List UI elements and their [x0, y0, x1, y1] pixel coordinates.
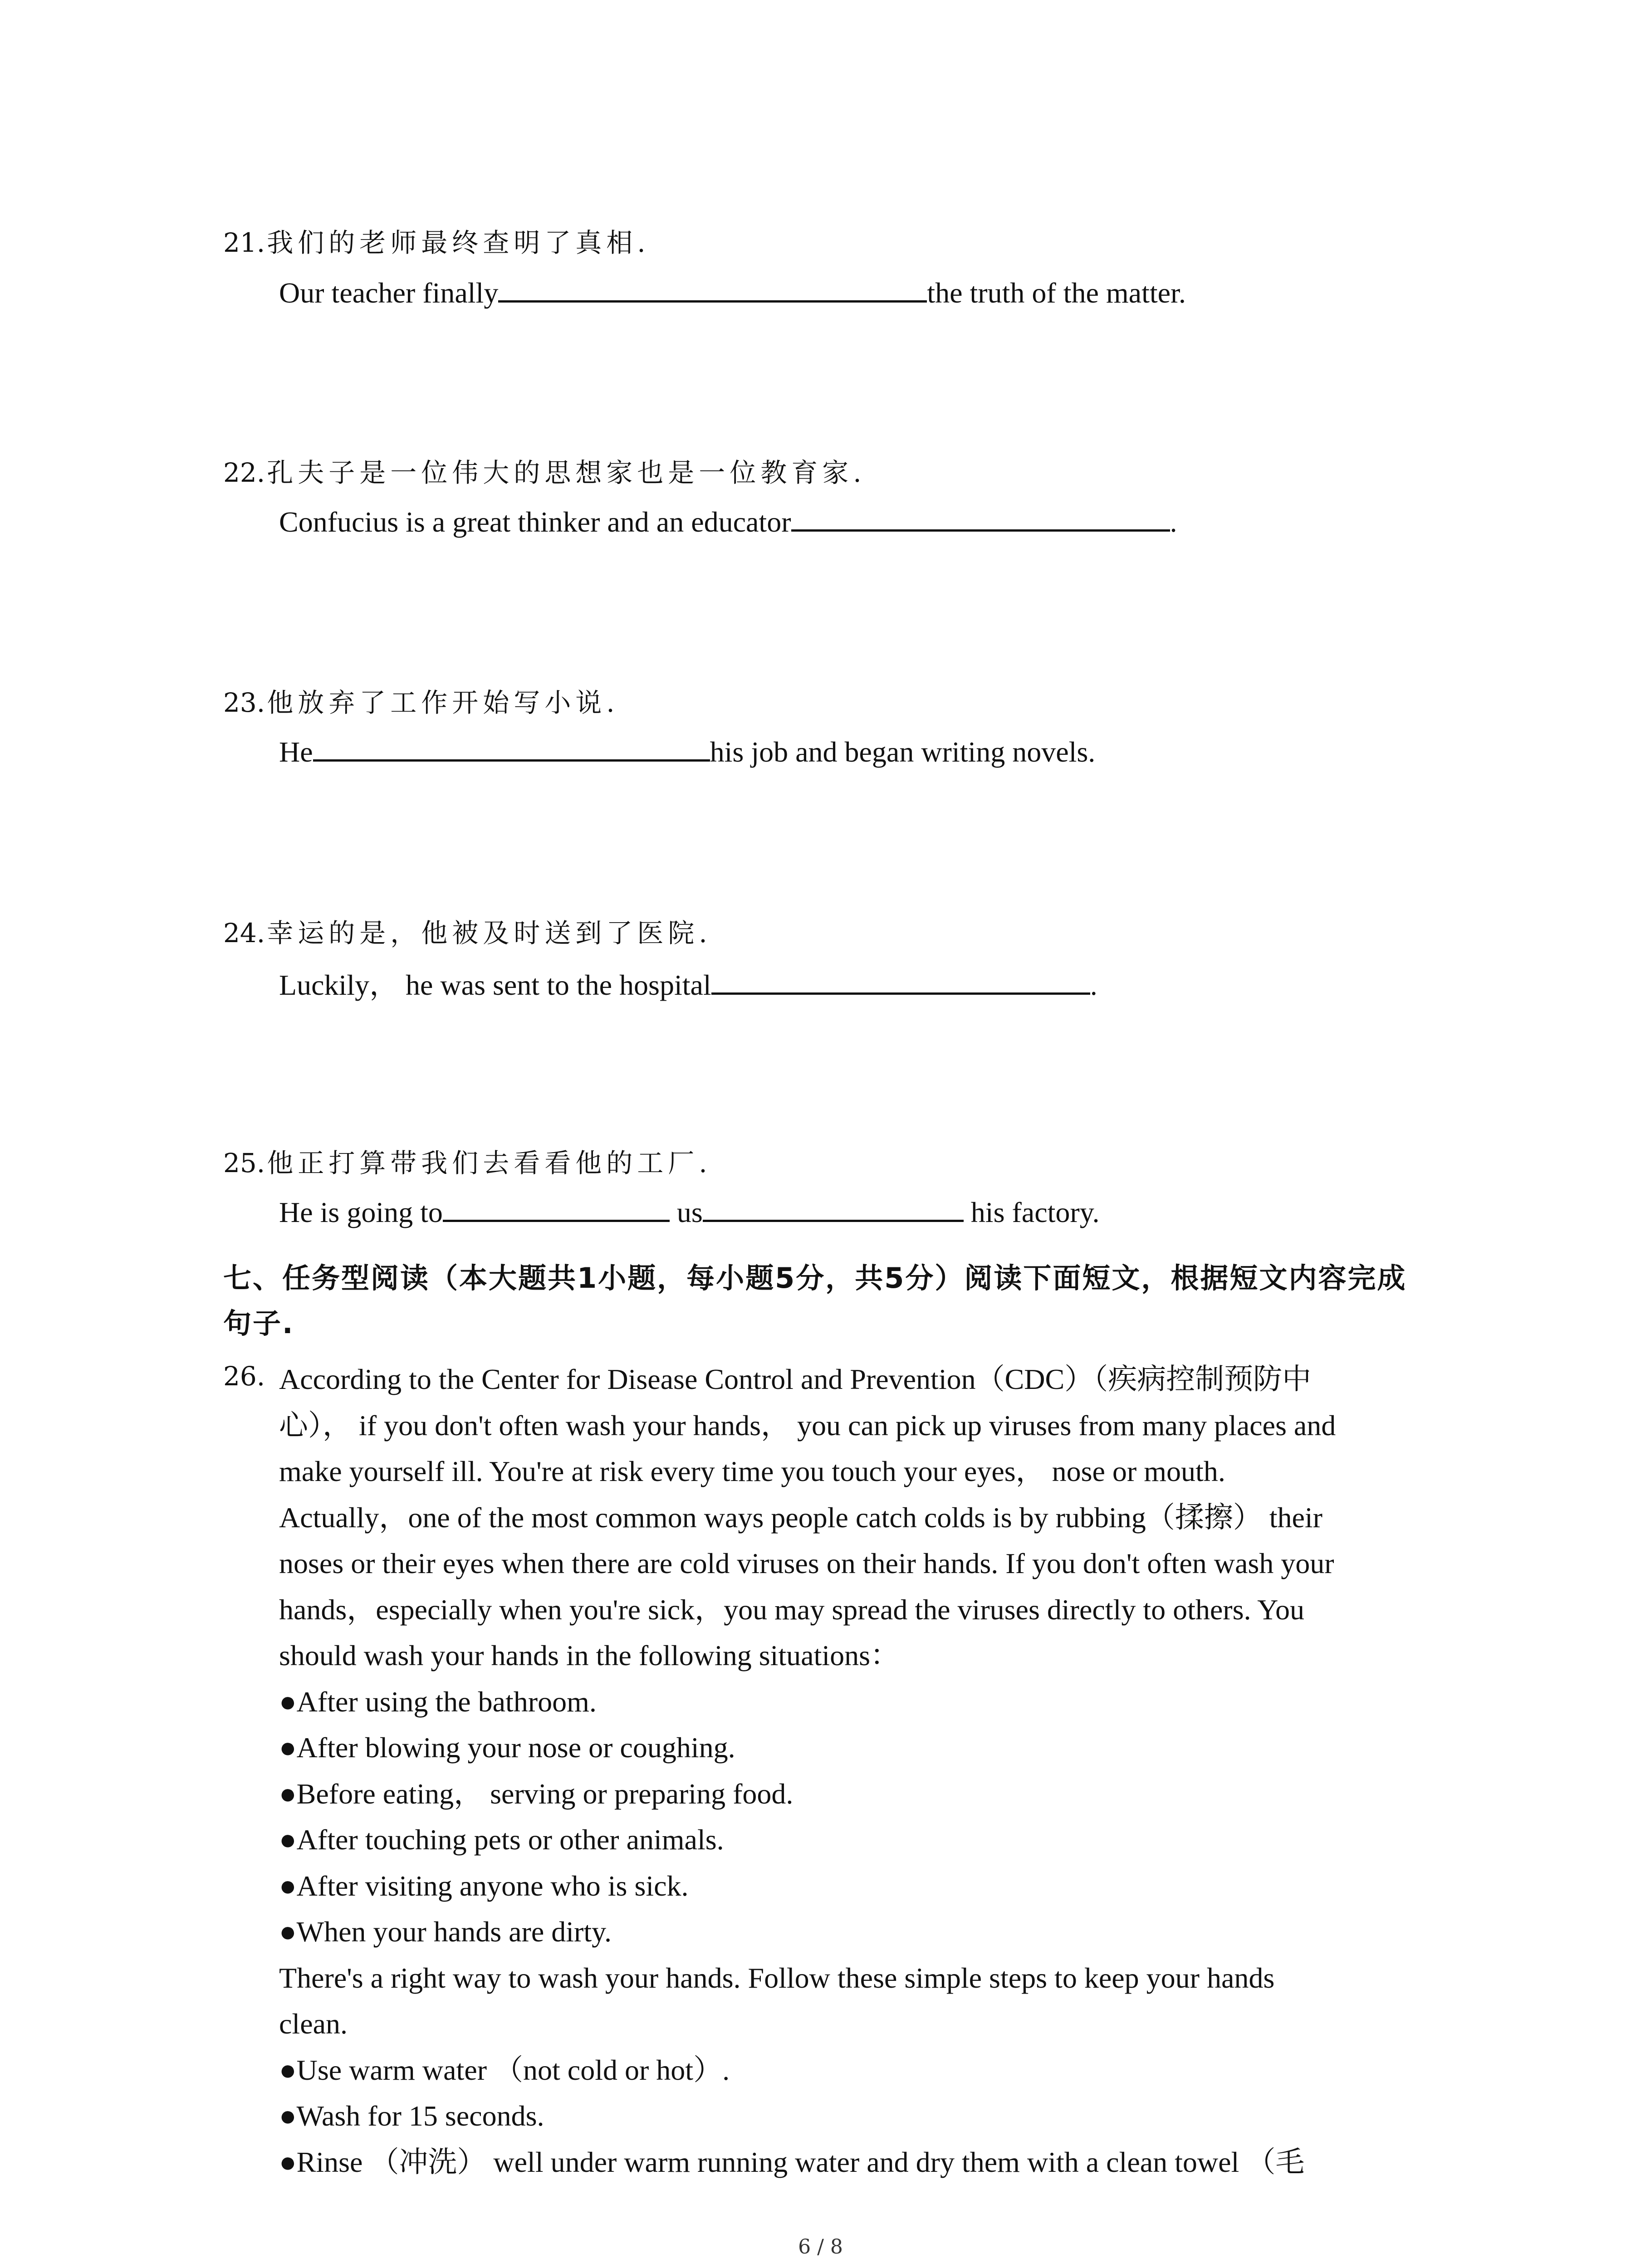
bullet-item: ●Wash for 15 seconds. — [279, 2100, 544, 2132]
passage-line: There's a right way to wash your hands. Follow these simple steps to keep your hands — [279, 1961, 1275, 1994]
passage-line: noses or their eyes when there are cold viruses on their hands. If you don't often wash your — [279, 1547, 1334, 1579]
question-number: 25. — [223, 1148, 265, 1178]
reading-passage — [279, 1356, 1440, 2185]
chinese-sentence: 我们的老师最终查明了真相. — [267, 227, 650, 258]
question-24-answer-line — [279, 962, 1097, 1003]
question-23-answer-line — [279, 731, 1095, 769]
section-heading-line-1: 七、任务型阅读（本大题共1小题，每小题5分，共5分）阅读下面短文，根据短文内容完成 — [223, 1261, 1407, 1295]
bullet-item: ●After using the bathroom. — [279, 1685, 597, 1718]
page-number: 6 / 8 — [798, 2235, 843, 2258]
sentence-end: his job and began writing novels. — [710, 736, 1096, 768]
bullet-item: ●After visiting anyone who is sick. — [279, 1869, 689, 1902]
chinese-sentence: 幸运的是，他被及时送到了医院. — [267, 918, 712, 948]
sentence-end: . — [1090, 969, 1097, 1001]
question-22-answer-line — [279, 501, 1177, 539]
question-24-prompt — [223, 912, 712, 950]
passage-line: According to the Center for Disease Control and Prevention（CDC）（疾病控制预防中 — [279, 1363, 1312, 1395]
answer-blank-1[interactable] — [443, 1192, 670, 1222]
passage-line: clean. — [279, 2008, 348, 2040]
sentence-start: Luckily， he was sent to the hospital — [279, 969, 711, 1001]
answer-blank[interactable] — [313, 731, 710, 762]
bullet-item: ●After blowing your nose or coughing. — [279, 1731, 735, 1764]
question-21-prompt — [223, 221, 650, 259]
chinese-sentence: 孔夫子是一位伟大的思想家也是一位教育家. — [267, 457, 866, 488]
question-23-prompt — [223, 681, 619, 719]
sentence-end: his factory. — [970, 1196, 1100, 1228]
bullet-item: ●Before eating， serving or preparing food. — [279, 1777, 794, 1810]
question-26-number: 26. — [223, 1361, 265, 1392]
passage-line: Actually，one of the most common ways people catch colds is by rubbing（揉擦） their — [279, 1501, 1323, 1534]
answer-blank[interactable] — [711, 964, 1090, 995]
section-heading-line-2: 句子. — [223, 1307, 294, 1340]
question-number: 21. — [223, 227, 265, 258]
bullet-item: ●After touching pets or other animals. — [279, 1823, 724, 1856]
sentence-start: Our teacher finally — [279, 277, 499, 309]
question-number: 23. — [223, 687, 265, 718]
sentence-start: Confucius is a great thinker and an educator — [279, 506, 791, 538]
sentence-start: He is going to — [279, 1196, 443, 1228]
question-22-prompt — [223, 451, 866, 489]
sentence-start: He — [279, 736, 313, 768]
bullet-item: ●When your hands are dirty. — [279, 1916, 612, 1948]
sentence-end: the truth of the matter. — [927, 277, 1186, 309]
bullet-item: ●Use warm water （not cold or hot）. — [279, 2053, 730, 2086]
bullet-item: ●Rinse （冲洗） well under warm running water and dry them with a clean towel （毛 — [279, 2146, 1305, 2178]
answer-blank-2[interactable] — [703, 1192, 964, 1222]
sentence-middle: us — [676, 1196, 703, 1228]
passage-line: make yourself ill. You're at risk every time you touch your eyes， nose or mouth. — [279, 1455, 1225, 1487]
question-21-answer-line — [279, 272, 1186, 310]
answer-blank[interactable] — [791, 501, 1170, 532]
passage-line: hands，especially when you're sick，you may spread the viruses directly to others. You — [279, 1593, 1304, 1626]
sentence-end: . — [1170, 506, 1177, 538]
passage-line: should wash your hands in the following situations： — [279, 1639, 900, 1672]
answer-blank[interactable] — [498, 272, 927, 303]
question-25-answer-line — [279, 1192, 1100, 1229]
passage-line: 心）， if you don't often wash your hands， you can pick up viruses from many places and — [279, 1409, 1336, 1442]
chinese-sentence: 他正打算带我们去看看他的工厂. — [267, 1148, 712, 1178]
question-25-prompt — [223, 1142, 712, 1180]
chinese-sentence: 他放弃了工作开始写小说. — [267, 687, 619, 718]
question-number: 22. — [223, 457, 265, 488]
question-number: 24. — [223, 918, 265, 948]
